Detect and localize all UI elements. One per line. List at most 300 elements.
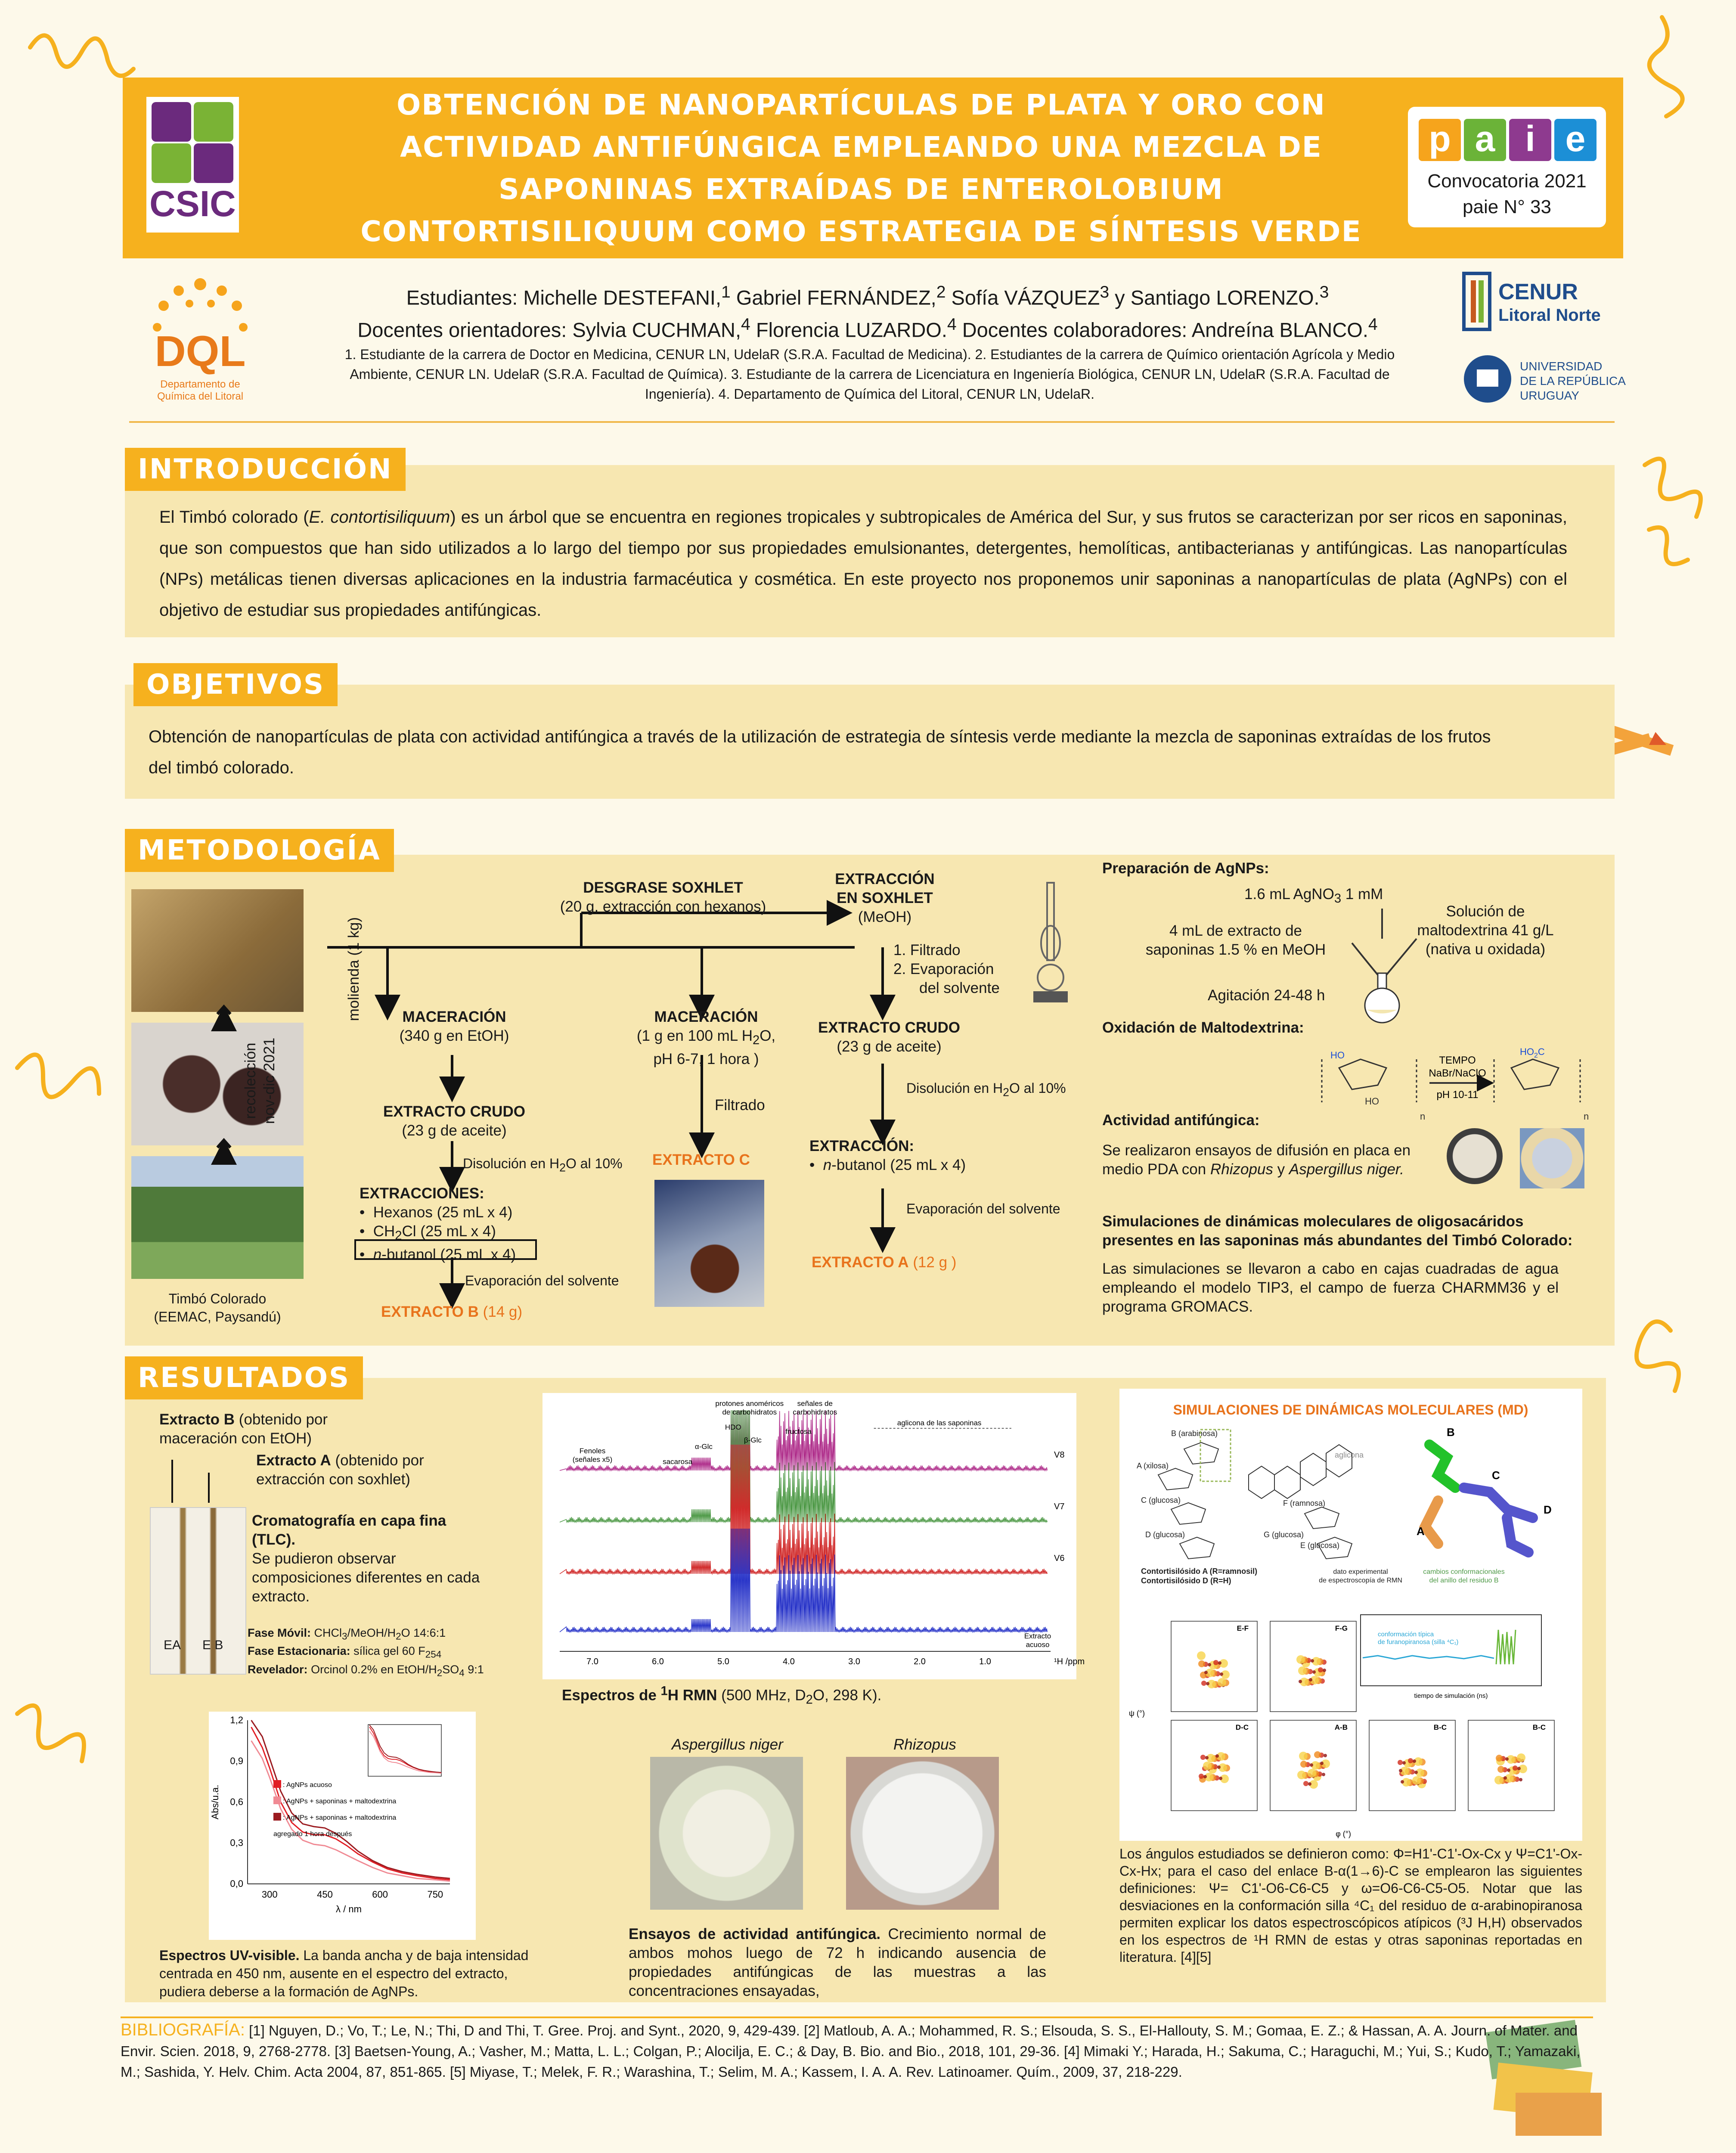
md-d-label: D (glucosa) (1145, 1530, 1185, 1539)
extracciones-title: EXTRACCIONES: (360, 1185, 484, 1202)
intro-text-a: El Timbó colorado ( (159, 508, 309, 527)
rama-density-mark (1318, 1667, 1323, 1672)
extracto-b-sub: (14 g) (483, 1303, 523, 1320)
md-caption: Los ángulos estudiados se definieron como: Φ=H1'-C1'-Ox-Cx y Ψ=C1'-Ox-Cx-Hx; para el caso del enlace B-α(1→6)-C se emplearon las siguientes definiciones: Ψ= C1'-O6-C6-C5 y ω=O6-C6-C5-O5. Notar que las desviaciones en la conformación silla ⁴C₁ del residuo de α-arabinopiranosa permiten explicar los datos espectroscópicos atípicos (³J H,H) observados en los espectros de ¹H RMN de estas y otras saponinas reportadas en literatura. [4][5] (1119, 1846, 1582, 1965)
metodologia-label: METODOLOGÍA (125, 829, 394, 872)
rama-density-mark (1412, 1776, 1421, 1785)
rama-density-mark (1398, 1760, 1403, 1765)
tlc-arrows (164, 1460, 228, 1507)
mol-a: A (1417, 1525, 1425, 1538)
rama-density-mark (1519, 1778, 1522, 1781)
tlc-text: Se pudieron observar composiciones diferentes en cada extracto. (252, 1550, 480, 1605)
mac-b-sub-a: (1 g en 100 mL H (636, 1027, 753, 1044)
md-g-label: G (glucosa) (1264, 1530, 1304, 1539)
md-aglicona-label: aglicona (1335, 1451, 1364, 1459)
tree-caption-1: Timbó Colorado (168, 1291, 267, 1306)
rama-density-mark (1494, 1776, 1503, 1784)
md-conf-a: Contortisilósido A (R=ramnosil) (1141, 1567, 1258, 1576)
md-b-label: B (arabinosa) (1171, 1429, 1218, 1438)
rama-panel-label: B-C (1532, 1723, 1546, 1731)
extracto-crudo-b-node (809, 1018, 969, 1056)
fase-movil-label: Fase Móvil: (248, 1626, 314, 1639)
ext-1: Hexanos (25 mL x 4) (373, 1204, 513, 1221)
uv-y-label: Abs/u.a. (210, 1784, 220, 1820)
rama-density-mark (1303, 1781, 1308, 1786)
extracto-c-label: EXTRACTO C (652, 1151, 750, 1168)
uv-x-tick: 300 (261, 1889, 278, 1900)
desgrase-title: DESGRASE SOXHLET (583, 879, 743, 896)
ox-n1: n (1420, 1111, 1426, 1122)
ext-item-2: • $CH_2Cl$ (25 mL x 4) (360, 1223, 496, 1243)
sub: 2 (1003, 1086, 1009, 1099)
tlc-conditions (248, 1626, 515, 1680)
intro-text-italic: E. contortisiliquum (309, 508, 450, 527)
rama-density-mark (1505, 1757, 1509, 1761)
extraccion2-italic: n (823, 1157, 832, 1173)
rama-density-mark (1204, 1671, 1208, 1674)
rama-panel-label: E-F (1237, 1624, 1249, 1632)
rama-panel-label: B-C (1433, 1723, 1447, 1731)
rama-density-mark (1297, 1771, 1306, 1779)
ext-item-3: • n-butanol (25 mL x 4) (360, 1246, 516, 1263)
student-1: Estudiantes: Michelle DESTEFANI, (406, 286, 722, 309)
md-c-label: C (glucosa) (1141, 1496, 1181, 1505)
filtrado-steps (893, 941, 1023, 998)
uv-legend-swatch (273, 1780, 281, 1788)
rama-density-mark (1199, 1774, 1204, 1779)
prep-title: Preparación de AgNPs: (1102, 860, 1269, 877)
title-line: OBTENCIÓN DE NANOPARTÍCULAS DE PLATA Y ORO CON (397, 88, 1326, 121)
rama-panel-label: A-B (1334, 1723, 1348, 1731)
sup: 2 (936, 283, 946, 301)
prep-malto-3: (nativa u oxidada) (1425, 941, 1546, 958)
antif-text-2i2: Aspergillus niger. (1289, 1161, 1404, 1178)
dql-line1: Departamento de (160, 378, 240, 390)
uv-series-line (251, 1741, 450, 1881)
maceracion-a-sub: (340 g en EtOH) (399, 1027, 509, 1044)
ox-ho2c-label (1520, 1046, 1545, 1059)
tlc-a-desc (256, 1451, 463, 1489)
rama-density-mark (1517, 1753, 1525, 1762)
nmr-label-protones-2: de carbohidratos (722, 1408, 777, 1416)
nmr-cap-b: H RMN (667, 1687, 717, 1704)
rama-density-mark (1414, 1771, 1418, 1774)
molecule-3d-icon (1425, 1445, 1533, 1552)
antif-caption-text: Crecimiento normal de ambos mohos luego de 72 h indicando ausencia de propiedades antifúngicas de las muestras a las concentraciones ensayadas, (629, 1926, 1047, 1999)
tlc-b-desc (159, 1410, 375, 1448)
nmr-label-protones-1: protones anoméricos (715, 1399, 784, 1408)
objetivos-text: Obtención de nanopartículas de plata con actividad antifúngica a través de la utilización de estrategia de síntesis verde mediante la mezcla de saponinas extraídas de los frutos del timbó colorado. (149, 727, 1491, 777)
prep-extract (1137, 921, 1335, 959)
tlc-a-text: (obtenido por extracción con soxhlet) (256, 1452, 424, 1488)
tlc-caption (252, 1511, 484, 1606)
md-tiempo: tiempo de simulación (ns) (1414, 1692, 1488, 1700)
disolucion-b-text: O al 10% (565, 1156, 623, 1171)
rama-density-mark (1513, 1765, 1518, 1771)
petri-dish-photo-2 (1520, 1128, 1584, 1188)
nmr-label-fenoles-1: Fenoles (579, 1447, 606, 1455)
nmr-x-tick: 6.0 (652, 1657, 664, 1666)
rama-density-mark (1200, 1755, 1206, 1760)
md-dato-2: de espectroscopía de RMN (1319, 1577, 1402, 1584)
filtrado-3: del solvente (919, 980, 1000, 996)
rama-density-mark (1299, 1752, 1308, 1760)
mol-b: B (1447, 1426, 1455, 1439)
disolucion2-a: Disolución en H (906, 1080, 1003, 1096)
nmr-cap-a: Espectros de (562, 1687, 661, 1704)
sup: 3 (1319, 283, 1329, 301)
md-cambios-1: cambios conformacionales (1423, 1568, 1505, 1576)
uv-caption-text: La banda ancha y de baja intensidad centrada en 450 nm, ausente en el espectro del extracto, pudiera deberse a la formación de AgNPs. (159, 1948, 529, 1999)
extraccion-title-2: EN SOXHLET (837, 890, 933, 906)
ox-ho-label: HO (1330, 1050, 1345, 1061)
sub: 3 (342, 1631, 347, 1642)
flask-icon (1343, 904, 1421, 1025)
nmr-x-tick: 1.0 (979, 1657, 991, 1666)
title-line: SAPONINAS EXTRAÍDAS DE ENTEROLOBIUM (499, 173, 1224, 206)
sup: 4 (1368, 315, 1378, 334)
md-box-title: SIMULACIONES DE DINÁMICAS MOLECULARES (MD) (1173, 1402, 1528, 1418)
student-3: Sofía VÁZQUEZ (946, 286, 1100, 309)
nmr-series-label: V7 (1054, 1502, 1065, 1511)
fase-movil (248, 1626, 515, 1644)
rama-panel-label: F-G (1335, 1624, 1348, 1632)
rama-density-mark (1218, 1661, 1221, 1665)
rama-density-mark (1218, 1678, 1226, 1687)
fe: sílica gel 60 F (353, 1644, 425, 1658)
rama-density-mark (1310, 1763, 1313, 1767)
nmr-label-fructosa: fructosa (785, 1427, 812, 1436)
uv-legend-swatch (273, 1813, 281, 1821)
antif-text-2 (1102, 1160, 1447, 1179)
rev-b: SO (442, 1663, 459, 1676)
tlc-lane-a: EA (164, 1638, 181, 1652)
paie-numero: paie N° 33 (1463, 196, 1551, 217)
md-conf-silla: conformación típica (1378, 1631, 1434, 1638)
psi-label: ψ (°) (1129, 1709, 1145, 1718)
uv-inset-frame (368, 1725, 441, 1776)
evap-a-label: Evaporación del solvente (906, 1201, 1060, 1216)
rama-density-mark (1314, 1751, 1321, 1758)
student-2: Gabriel FERNÁNDEZ, (730, 286, 936, 309)
rama-density-mark (1402, 1761, 1406, 1765)
uv-inset-line (369, 1731, 441, 1773)
prep-agitacion: Agitación 24-48 h (1208, 987, 1325, 1004)
maceracion-b-node (624, 1008, 788, 1069)
md-conf-d: Contortisilósido D (R=H) (1141, 1576, 1231, 1585)
extracto-crudo2-title: EXTRACTO CRUDO (818, 1019, 960, 1036)
soxhlet-apparatus-icon (1025, 878, 1076, 1008)
extracto-b-result (381, 1303, 522, 1322)
tree-caption-2: (EEMAC, Paysandú) (154, 1309, 281, 1325)
dql-acronym: DQL (155, 327, 246, 375)
nmr-cap-d: O, 298 K). (812, 1687, 882, 1704)
uv-legend-label: : AgNPs + saponinas + maltodextrina (283, 1798, 397, 1805)
desgrase-node (534, 878, 792, 916)
rama-density-mark (1401, 1780, 1404, 1784)
extracto-crudo-title: EXTRACTO CRUDO (383, 1103, 525, 1120)
md-method-title (1102, 1212, 1572, 1250)
rev-a: Orcinol 0.2% en EtOH/H (311, 1663, 437, 1676)
antif-caption (629, 1925, 1046, 2001)
rev-c: 9:1 (464, 1663, 484, 1676)
uv-chart-box (209, 1712, 476, 1940)
nmr-x-unit: ¹H /ppm (1054, 1657, 1085, 1666)
rama-density-mark (1205, 1756, 1209, 1759)
plate-label-rhizopus: Rhizopus (893, 1736, 956, 1753)
ox-ho2c-a: HO (1520, 1046, 1534, 1057)
rama-density-mark (1312, 1670, 1316, 1674)
sub: 2 (437, 1667, 443, 1678)
uv-x-tick: 750 (427, 1889, 443, 1900)
mac-b-sub-b: O, (760, 1027, 776, 1044)
fase-est-label: Fase Estacionaria: (248, 1644, 354, 1658)
md-method-text: Las simulaciones se llevaron a cabo en cajas cuadradas de agua empleando el modelo TIP3, el campo de fuerza CHARMM36 y el programa GROMACS. (1102, 1260, 1559, 1315)
plate-label-aspergillus: Aspergillus niger (672, 1736, 783, 1753)
rama-density-mark (1504, 1776, 1507, 1780)
disolucion-b-label (906, 1079, 1066, 1101)
antif-text-2a: medio PDA con (1102, 1161, 1210, 1178)
nmr-x-tick: 7.0 (586, 1657, 598, 1666)
sup: 1 (660, 1684, 668, 1698)
extraccion-title-1: EXTRACCIÓN (835, 871, 935, 887)
rama-density-mark (1298, 1666, 1307, 1675)
uv-legend-label: agregado 1 hora después (273, 1830, 352, 1838)
md-e-label: E (glucosa) (1300, 1541, 1340, 1550)
extracto-crudo-a-node (375, 1102, 534, 1140)
extraccion-butanol-node (809, 1137, 990, 1175)
nmr-label-alfa-glc: α-Glc (694, 1443, 713, 1451)
nmr-caption (562, 1681, 881, 1709)
student-4: y Santiago LORENZO. (1109, 286, 1320, 309)
extracto-a-title: EXTRACTO A (812, 1254, 909, 1271)
rama-density-mark (1213, 1660, 1218, 1665)
aspergillus-plate-photo (650, 1757, 803, 1910)
udelar-line2: DE LA REPÚBLICA (1520, 374, 1626, 388)
title-line: ACTIVIDAD ANTIFÚNGICA EMPLEANDO UNA MEZCLA DE (400, 130, 1322, 164)
sub: 3 (1334, 892, 1342, 906)
uv-caption-title: Espectros UV-visible. (159, 1948, 300, 1963)
uv-legend-swatch (273, 1796, 281, 1804)
nmr-series-label: V6 (1054, 1554, 1065, 1563)
nmr-x-tick: 5.0 (717, 1657, 729, 1666)
csic-logo-text: CSIC (149, 183, 236, 224)
uv-caption (159, 1946, 547, 2001)
extraccion2-item-text: -butanol (25 mL x 4) (831, 1157, 966, 1173)
maceracion-a-node (379, 1008, 530, 1045)
md-results-figure (1119, 1389, 1582, 1841)
prep-agno3-a: 1.6 mL AgNO (1244, 886, 1334, 903)
intro-text-b: ) es un árbol que se encuentra en regiones tropicales y subtropicales de América del Sur, y sus frutos se caracterizan por ser ricos en saponinas, que son compuestos que han sido utilizados a lo largo del tiempo por sus propiedades emulsionantes, detergentes, hemolíticas, antibacterianas y antifúngicas. Las nanopartículas (NPs) metálicas tienen diversas aplicaciones en la industria farmacéutica y cosmética. En este proyecto nos proponemos unir saponinas a nanopartículas de plata (AgNPs) con el objetivo de estudiar sus propiedades antifúngicas. (159, 508, 1568, 620)
uv-y-tick: 0,3 (230, 1837, 243, 1848)
nmr-x-tick: 3.0 (848, 1657, 860, 1666)
sub: 2 (559, 1161, 566, 1174)
rama-density-mark (1208, 1663, 1211, 1666)
uv-y-tick: 0,9 (230, 1756, 243, 1766)
disolucion2-b: O al 10% (1009, 1080, 1066, 1096)
ox-ph: pH 10-11 (1436, 1089, 1479, 1101)
biblio-label: BIBLIOGRAFÍA: (121, 2020, 245, 2039)
udelar-line3: URUGUAY (1520, 389, 1579, 402)
extracciones-node (360, 1184, 545, 1264)
udelar-line1: UNIVERSIDAD (1520, 360, 1603, 373)
nmr-x-tick: 4.0 (783, 1657, 795, 1666)
uv-y-tick: 0,0 (230, 1878, 243, 1889)
rama-density-mark (1309, 1678, 1312, 1681)
extracto-c-photo (654, 1180, 764, 1307)
antif-text-1: Se realizaron ensayos de difusión en placa en (1102, 1142, 1411, 1159)
ox-reagent: NaBr/NaClO (1429, 1067, 1486, 1079)
affiliations: 1. Estudiante de la carrera de Doctor en Medicina, CENUR LN, UdelaR (S.R.A. Facultad de Medicina). 2. Estudiantes de la carrera de Químico orientación Agrícola y Medio Ambiente, CENUR LN. UdelaR (S.R.A. Facultad de Química). 3. Estudiante de la carrera de Licenciatura en Ingeniería Biológica, CENUR LN, UdelaR (S.R.A. Facultad de Ingeniería). 4. Departamento de Química del Litoral, CENUR LN, UdelaR. (344, 347, 1395, 402)
prep-extract-1: 4 mL de extracto de (1169, 922, 1302, 939)
evap-b-label: Evaporación del solvente (465, 1273, 619, 1288)
rama-density-mark (1311, 1659, 1314, 1663)
extracto-crudo2-sub: (23 g de aceite) (837, 1038, 942, 1055)
rama-density-mark (1399, 1769, 1402, 1772)
rama-density-mark (1201, 1681, 1206, 1686)
antif-text (1102, 1141, 1447, 1179)
mol-d: D (1544, 1503, 1552, 1516)
tlc-a-title: Extracto A (256, 1452, 331, 1469)
rama-density-mark (1308, 1769, 1316, 1778)
filtrado-c-label: Filtrado (715, 1097, 765, 1114)
objetivos-label: OBJETIVOS (133, 663, 338, 706)
extracto-crudo-sub: (23 g de aceite) (402, 1122, 507, 1139)
nmr-chart-box (542, 1393, 1085, 1679)
uv-y-tick: 1,2 (230, 1715, 243, 1725)
sub: 2 (806, 1693, 813, 1707)
rama-density-mark (1219, 1777, 1222, 1780)
fm-b: /MeOH/H (347, 1626, 396, 1639)
paie-letter: e (1554, 119, 1596, 161)
ox-ho2-label: HO (1365, 1096, 1379, 1107)
antif-text-2i: Rhizopus (1210, 1161, 1273, 1178)
nmr-label-aglicona: aglicona de las saponinas (897, 1419, 982, 1427)
sub: 2 (1534, 1052, 1538, 1059)
rama-density-mark (1308, 1782, 1311, 1786)
rama-density-mark (1296, 1655, 1305, 1664)
maceracion-b-sub2: pH 6-7, 1 hora ) (653, 1051, 759, 1067)
mol-c: C (1492, 1469, 1500, 1482)
rama-density-mark (1323, 1669, 1326, 1672)
rama-density-mark (1198, 1660, 1205, 1667)
ext-2: CH (373, 1223, 395, 1240)
ext-item-1: • Hexanos (25 mL x 4) (360, 1204, 513, 1221)
advisor: Florencia LUZARDO. (750, 318, 947, 341)
desgrase-sub: (20 g, extracción con hexanos) (560, 898, 766, 915)
bibliografia (121, 2020, 1593, 2082)
prep-malto-1: Solución de (1446, 903, 1525, 920)
paie-letter: i (1509, 119, 1551, 161)
nmr-label-sacarosa: sacarosa (663, 1458, 693, 1466)
sup: 3 (1100, 283, 1110, 301)
antif-text-2b: y (1273, 1161, 1289, 1178)
paie-convocatoria: Convocatoria 2021 (1427, 171, 1587, 192)
nmr-label-senales-2: carbohidratos (793, 1408, 837, 1416)
extraccion-soxhlet-node (809, 870, 960, 927)
cenur-line1: CENUR (1498, 279, 1578, 304)
ox-title: Oxidación de Maltodextrina: (1102, 1019, 1304, 1036)
tlc-b-text: (obtenido por maceración con EtOH) (159, 1411, 328, 1447)
prep-malto (1395, 902, 1576, 959)
fm-c: O 14:6:1 (401, 1626, 446, 1639)
filtrado-1: 1. Filtrado (893, 942, 961, 959)
sub: 254 (425, 1649, 442, 1660)
rama-density-mark (1203, 1775, 1207, 1778)
uv-vis-chart (209, 1712, 476, 1940)
rama-density-mark (1507, 1768, 1510, 1772)
sub: 2 (395, 1229, 402, 1243)
uv-legend-label: : AgNPs + saponinas + maltodextrina (283, 1814, 397, 1821)
rama-density-mark (1517, 1767, 1521, 1770)
ox-tempo: TEMPO (1439, 1055, 1476, 1066)
biblio-text: [1] Nguyen, D.; Vo, T.; Le, N.; Thi, D and Thi, T. Gree. Proj. and Synt., 2020, 9, 429-439. [2] Matloub, A. A.; Mohammed, R. S.; Elsouda, S. S., El-Hallouty, S. M.; Gomaa, E. Z.; & Hassan, A. A. Journ. of Mater. and Envir. Scien. 2018, 9, 2768-2778. [3] Baetsen-Young, A.; Vasher, M.; Matta, L. L.; Colgan, P.; Alocilja, E. C.; & Day, B. Bio. and Bio., 2018, 101, 29-36. [4] Mimaki Y.; Harada, H.; Sakuma, C.; Haraguchi, M.; Yui, S.; Kudo, T.; Yamazaki, M.; Sashida, Y. Helv. Chim. Acta 2004, 87, 851-865. [5] Miyase, T.; Melek, F. R.; Warashina, T.; Selim, M. A.; Kassem, I. A. A. Rev. Latinoamer. Quím., 2009, 37, 218-229. (121, 2023, 1581, 2080)
rhizopus-plate-photo (846, 1757, 999, 1910)
sup: 4 (741, 315, 750, 334)
nmr-label-hdo: HDO (725, 1423, 741, 1431)
maceracion-b-sub (624, 1027, 788, 1050)
maceracion-b-title: MACERACIÓN (654, 1008, 758, 1025)
nmr-x-tick: 2.0 (914, 1657, 926, 1666)
intro-label: INTRODUCCIÓN (125, 448, 406, 491)
rama-panel-label: D-C (1235, 1723, 1249, 1731)
rama-density-mark (1300, 1761, 1307, 1768)
arrow-up-icon (211, 1003, 237, 1029)
rama-panel-frame (1468, 1720, 1554, 1811)
oxidation-scheme (1313, 1033, 1593, 1137)
nmr-label-extracto-2: acuoso (1026, 1641, 1050, 1649)
rama-density-mark (1220, 1672, 1223, 1676)
rama-density-mark (1217, 1765, 1221, 1769)
disolucion-a-label (463, 1154, 623, 1177)
dql-line2: Química del Litoral (157, 391, 244, 402)
rama-density-mark (1299, 1680, 1302, 1683)
prep-malto-2: maltodextrina 41 g/L (1417, 922, 1554, 939)
rama-density-mark (1197, 1651, 1206, 1660)
phi-label: φ (°) (1336, 1830, 1351, 1838)
arrow-up-icon (211, 1137, 237, 1163)
biblio-divider (121, 2016, 1593, 2018)
nmr-label-beta-glc: β-Glc (744, 1436, 762, 1444)
filtrado-2: 2. Evaporación (893, 961, 994, 977)
nmr-label-extracto-1: Extracto (1024, 1632, 1051, 1640)
uv-legend-label: : AgNPs acuoso (283, 1781, 332, 1789)
recoleccion-date: nov-dic 2021 (261, 1037, 278, 1124)
rama-density-mark (1322, 1773, 1325, 1776)
rama-density-mark (1497, 1766, 1504, 1773)
nmr-series-label: V8 (1054, 1450, 1065, 1460)
extraccion-sub: (MeOH) (858, 909, 912, 925)
maceracion-a-title: MACERACIÓN (402, 1008, 506, 1025)
ext-2-b: Cl (25 mL x 4) (402, 1223, 496, 1240)
ox-ho2c-b: C (1538, 1046, 1545, 1057)
rama-density-mark (1413, 1759, 1416, 1763)
advisor: Docentes orientadores: Sylvia CUCHMAN, (357, 318, 741, 341)
fase-estacionaria (248, 1644, 515, 1662)
paie-letter: p (1419, 119, 1461, 161)
sup: 1 (721, 283, 731, 301)
nmr-label-senales-1: señales de (797, 1399, 833, 1408)
md-results-box (1119, 1389, 1582, 1841)
tlc-lane-b: E B (202, 1638, 223, 1652)
tlc-b-title: Extracto B (159, 1411, 235, 1428)
extraccion2-title: EXTRACCIÓN: (809, 1138, 914, 1154)
antif-caption-title: Ensayos de actividad antifúngica. (629, 1926, 881, 1942)
extracto-a-result (812, 1253, 956, 1272)
resultados-label: RESULTADOS (125, 1356, 363, 1399)
rama-density-mark (1324, 1754, 1327, 1757)
md-conf-silla-2: de furanopiranosa (silla ⁴C₁) (1378, 1638, 1459, 1646)
